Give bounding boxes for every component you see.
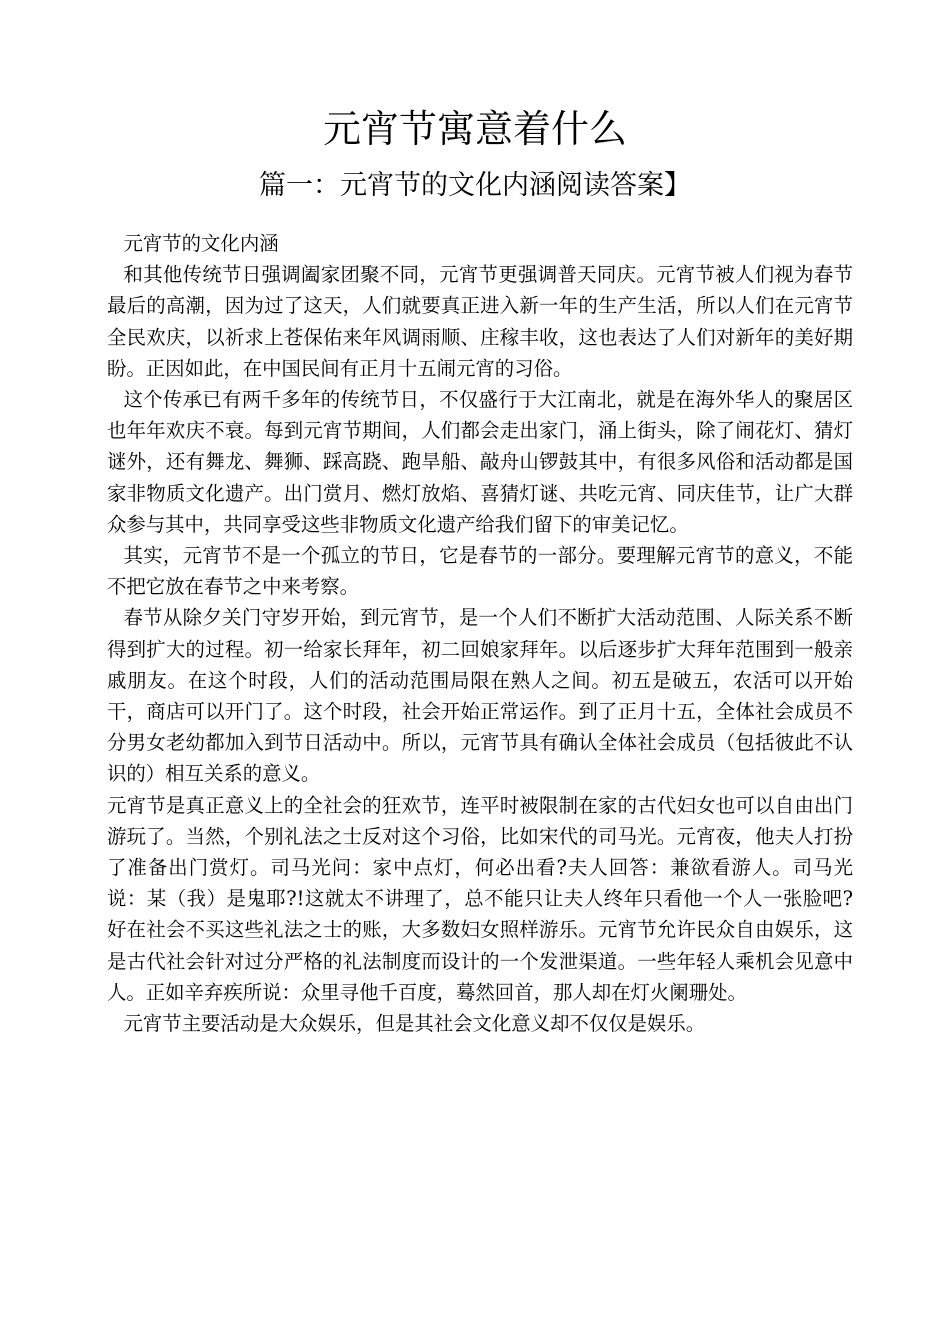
paragraph: 这个传承已有两千多年的传统节日，不仅盛行于大江南北，就是在海外华人的聚居区也年年欢庆不衰。每到元宵节期间，人们都会走出家门，涌上街头，除了闹花灯、猜灯谜外，还有舞龙、舞狮、踩高跷、跑旱船、敲舟山锣鼓其中，有很多风俗和活动都是国家非物质文化遗产。出门赏月、燃灯放焰、喜猜灯谜、共吃元宵、同庆佳节，让广大群众参与其中，共同享受这些非物质文化遗产给我们留下的审美记忆。 (107, 388, 853, 536)
paragraph: 元宵节主要活动是大众娱乐，但是其社会文化意义却不仅仅是娱乐。 (123, 1012, 706, 1036)
document-subtitle: 篇一：元宵节的文化内涵阅读答案】 (259, 170, 691, 201)
paragraph: 和其他传统节日强调阖家团聚不同，元宵节更强调普天同庆。元宵节被人们视为春节最后的高潮，因为过了这天，人们就要真正进入新一年的生产生活，所以人们在元宵节全民欢庆，以祈求上苍保佑来年风调雨顺、庄稼丰收，这也表达了人们对新年的美好期盼。正因如此，在中国民间有正月十五闹元宵的习俗。 (107, 263, 853, 380)
paragraph: 元宵节是真正意义上的全社会的狂欢节，连平时被限制在家的古代妇女也可以自由出门游玩了。当然，个别礼法之士反对这个习俗，比如宋代的司马光。元宵夜，他夫人打扮了准备出门赏灯。司马光问：家中点灯，何必出看?夫人回答：兼欲看游人。司马光说：某（我）是鬼耶?!这就太不讲理了，总不能只让夫人终年只看他一个人一张脸吧?好在社会不买这些礼法之士的账，大多数妇女照样游乐。元宵节允许民众自由娱乐，这是古代社会针对过分严格的礼法制度而设计的一个发泄渠道。一些年轻人乘机会见意中人。正如辛弃疾所说：众里寻他千百度，蓦然回首，那人却在灯火阑珊处。 (107, 793, 853, 1004)
document-body (107, 228, 853, 1039)
section-heading: 元宵节的文化内涵 (123, 232, 279, 255)
paragraph: 其实，元宵节不是一个孤立的节日，它是春节的一部分。要理解元宵节的意义，不能不把它放在春节之中来考察。 (107, 544, 853, 599)
document-title: 元宵节寓意着什么 (322, 107, 627, 151)
paragraph: 春节从除夕关门守岁开始，到元宵节，是一个人们不断扩大活动范围、人际关系不断得到扩大的过程。初一给家长拜年，初二回娘家拜年。以后逐步扩大拜年范围到一般亲戚朋友。在这个时段，人们的活动范围局限在熟人之间。初五是破五，农活可以开始干，商店可以开门了。这个时段，社会开始正常运作。到了正月十五，全体社会成员不分男女老幼都加入到节日活动中。所以，元宵节具有确认全体社会成员（包括彼此不认识的）相互关系的意义。 (107, 606, 853, 786)
